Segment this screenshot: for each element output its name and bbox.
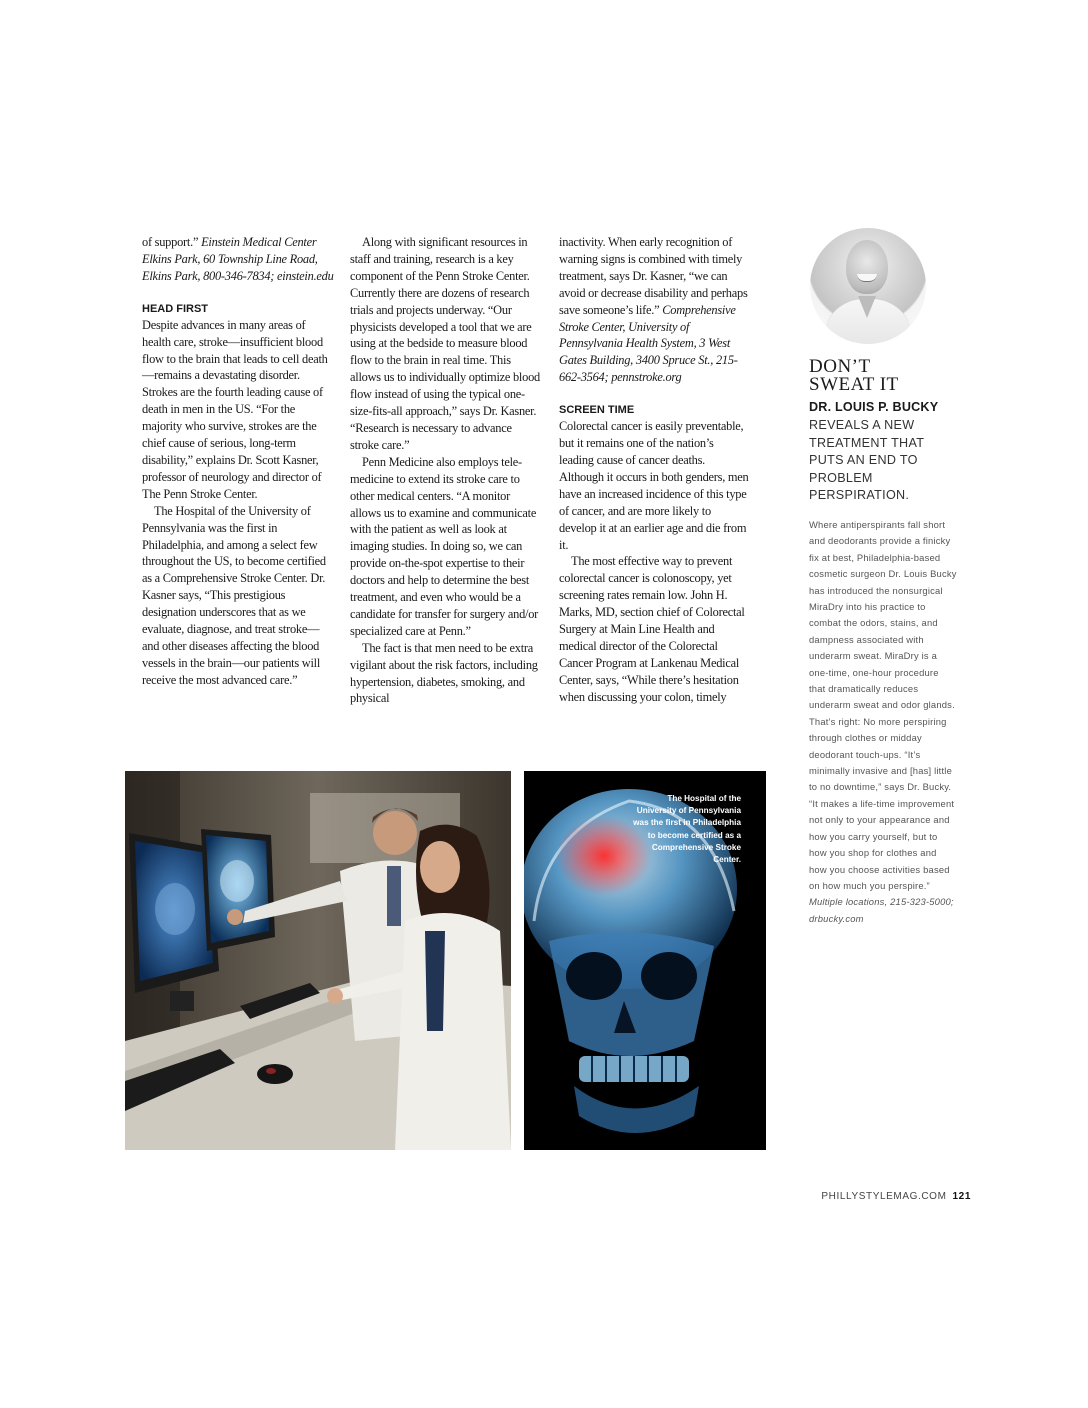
doctor-portrait-photo: [810, 228, 926, 344]
section-heading-screen-time: SCREEN TIME: [559, 404, 635, 417]
article-column-2: [350, 234, 542, 707]
paragraph: The fact is that men need to be extra vigilant about the risk factors, including hypertension, diabetes, smoking, and physical: [350, 640, 538, 706]
paragraph: Along with significant resources in staff and training, research is a key component of the Penn Stroke Center. Currently there are dozens of research trials and projects underway. “Our physicists developed a tool that we are using at the bedside to measure blood flow to the brain in real time. This allows us to individually optimize blood flow instead of using the typical one-size-fits-all approach,” says Dr. Kasner. “Research is necessary to advance stroke care.”: [350, 235, 540, 452]
contact-info: Einstein Medical Center Elkins Park, 60 Township Line Road, Elkins Park, 800-346-7834; einstein.edu: [142, 235, 334, 283]
paragraph: Colorectal cancer is easily preventable, but it remains one of the nation’s leading cause of cancer deaths. Although it occurs in both genders, men have an increased incidence of this type of cancer, and are more likely to develop it at an earlier age and die from it.: [559, 419, 749, 552]
contact-info: Comprehensive Stroke Center, University of Pennsylvania Health System, 3 West Gates Building, 3400 Spruce St., 215-662-3564; pennstroke.org: [559, 302, 738, 385]
sidebar-contact-info: Multiple locations, 215-323-5000; drbucky.com: [809, 896, 954, 924]
paragraph: Despite advances in many areas of health care, stroke—insufficient blood flow to the brain that leads to cell death—remains a devastating disorder. Strokes are the fourth leading cause of death in men in the US. “For the majority who survive, strokes are the chief cause of serious, long-term disability,” explains Dr. Scott Kasner, professor of neurology and director of The Penn Stroke Center.: [142, 317, 328, 501]
skull-xray-photo: [524, 771, 766, 1150]
doctors-at-monitors-photo: [125, 771, 511, 1150]
sidebar-title: [809, 358, 957, 394]
article-column-3: [559, 234, 751, 706]
sidebar-body: [809, 517, 957, 927]
sidebar-deck: REVEALS A NEW TREATMENT THAT PUTS AN END TO PROBLEM PERSPIRATION.: [809, 418, 924, 503]
sidebar-doctor-name: DR. LOUIS P. BUCKY: [809, 400, 939, 414]
paragraph: [559, 234, 751, 386]
paragraph: The most effective way to prevent colorectal cancer is colonoscopy, yet screening rates remain low. John H. Marks, MD, section chief of Colorectal Surgery at Main Line Health and medical director of the Colorectal Cancer Program at Lankenau Medical Center, says, “While there’s hesitation when discussing your colon, timely: [559, 554, 745, 704]
photo-caption: The Hospital of the University of Pennsylvania was the first in Philadelphia to become certified as a Comprehensive Stroke Center.: [633, 794, 741, 865]
magazine-website: PHILLYSTYLEMAG.COM: [821, 1191, 947, 1202]
paragraph: The Hospital of the University of Pennsylvania was the first in Philadelphia, and among a select few throughout the US, to become certified as a Comprehensive Stroke Center. Dr. Kasner says, “This prestigious designation underscores that as we evaluate, diagnose, and treat stroke—and other diseases affecting the blood vessels in the brain—our patients will receive the most advanced care.”: [142, 503, 326, 687]
sidebar-dont-sweat-it: [809, 228, 957, 927]
sidebar-title-line: SWEAT IT: [809, 374, 899, 395]
paragraph-text: inactivity. When early recognition of warning signs is combined with timely treatment, says Dr. Kasner, “we can avoid or decrease disability and perhaps save someone’s life.”: [559, 235, 748, 317]
paragraph: [142, 234, 334, 285]
sidebar-body-text: Where antiperspirants fall short and deodorants provide a finicky fix at best, Philadelphia-based cosmetic surgeon Dr. Louis Bucky has introduced the nonsurgical MiraDry into his practice to combat the odors, stains, and dampness associated with underarm sweat. MiraDry is a one-time, one-hour procedure that dramatically reduces underarm sweat and odor glands. That’s right: No more perspiring through clothes or midday deodorant touch-ups. “It’s minimally invasive and [has] little to no downtime,” says Dr. Bucky. “It makes a life-time improvement not only to your appearance and how you carry yourself, but to how you shop for clothes and how you choose activities based on how much you perspire.”: [809, 518, 957, 891]
paragraph: Penn Medicine also employs tele-medicine to extend its stroke care to other medical centers. “A monitor allows us to examine and communicate with the patient as well as look at imaging studies. In doing so, we can provide on-the-spot expertise to their doctors and help to determine the best treatment, and even who would be a candidate for transfer for surgery and/or specialized care at Penn.”: [350, 454, 539, 638]
sidebar-title-line: DON’T: [809, 356, 871, 377]
paragraph-text: of support.”: [142, 235, 199, 249]
article-column-1: [142, 234, 334, 689]
section-heading-head-first: HEAD FIRST: [142, 302, 208, 315]
page-number: 121: [952, 1191, 971, 1202]
page-footer: [821, 1191, 971, 1202]
